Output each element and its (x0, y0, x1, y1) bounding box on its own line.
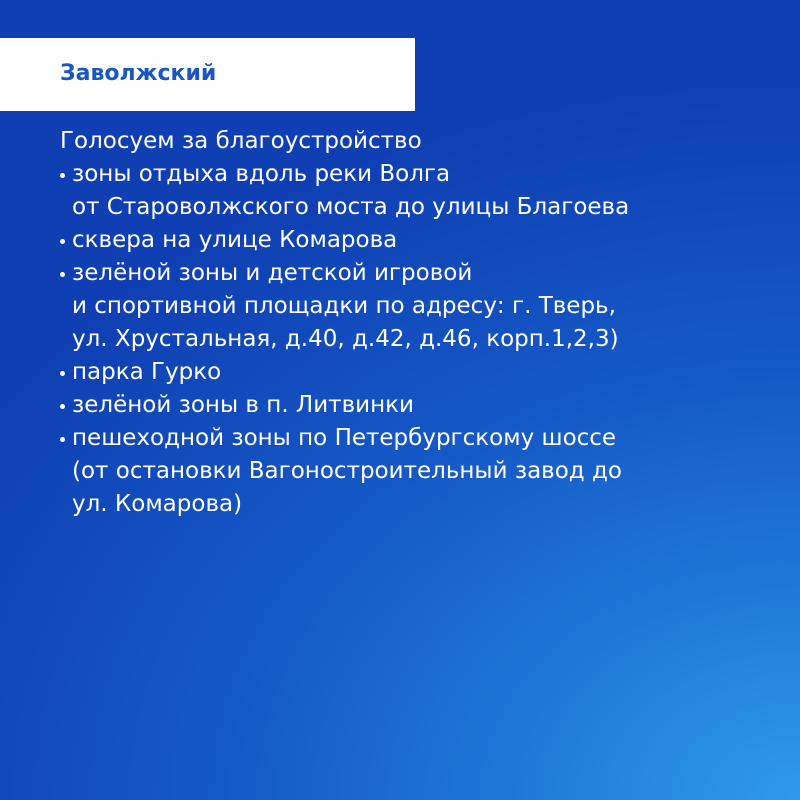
item-line: от Староволжского моста до улицы Благоева (72, 194, 630, 220)
item-line: зоны отдыха вдоль реки Волга (72, 161, 451, 187)
item-line: ул. Хрустальная, д.40, д.42, д.46, корп.1,2,3) (72, 326, 619, 352)
item-line: зелёной зоны и детской игровой (72, 260, 473, 286)
items-list (60, 158, 780, 521)
item-line: парка Гурко (72, 359, 222, 385)
list-item (60, 257, 780, 356)
header-card (0, 38, 415, 111)
bullet-icon (60, 239, 65, 244)
bullet-icon (60, 272, 65, 277)
bullet-icon (60, 371, 65, 376)
bullet-icon (60, 173, 65, 178)
item-line: пешеходной зоны по Петербургскому шоссе (72, 425, 617, 451)
list-item (60, 356, 780, 389)
intro-text: Голосуем за благоустройство (60, 128, 422, 154)
bullet-icon (60, 404, 65, 409)
list-item (60, 422, 780, 521)
item-line: и спортивной площадки по адресу: г. Тверь, (72, 293, 616, 319)
list-item (60, 224, 780, 257)
item-line: сквера на улице Комарова (72, 227, 398, 253)
list-item (60, 158, 780, 224)
item-line: ул. Комарова) (72, 491, 243, 517)
district-title: Заволжский (60, 61, 217, 86)
list-item (60, 389, 780, 422)
item-line: зелёной зоны в п. Литвинки (72, 392, 414, 418)
bullet-icon (60, 437, 65, 442)
item-line: (от остановки Вагоностроительный завод до (72, 458, 622, 484)
content-block (60, 125, 780, 521)
